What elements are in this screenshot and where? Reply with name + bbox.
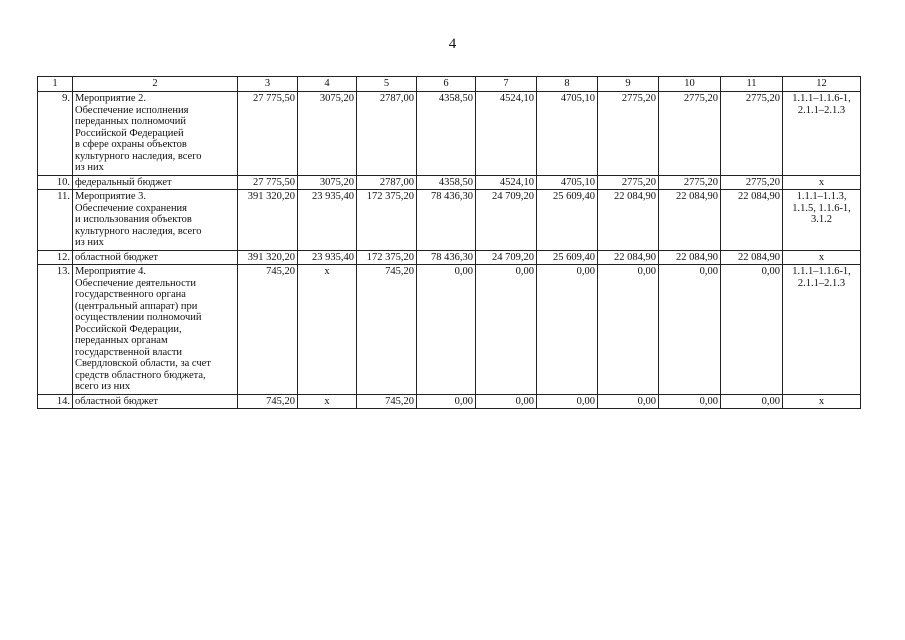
value-cell: 0,00 (721, 265, 783, 395)
value-cell: 4358,50 (417, 92, 476, 176)
row-number-cell: 10. (38, 175, 73, 190)
value-cell: 0,00 (476, 265, 537, 395)
value-cell: x (298, 265, 357, 395)
target-codes-cell (783, 190, 861, 251)
value-cell: 0,00 (721, 394, 783, 409)
description-line: Обеспечение деятельности (75, 277, 196, 289)
header-cell: 6 (417, 77, 476, 92)
value-cell: 0,00 (659, 265, 721, 395)
target-codes-cell (783, 175, 861, 190)
value-cell: 78 436,30 (417, 190, 476, 251)
description-cell (73, 92, 238, 176)
description-cell (73, 250, 238, 265)
description-line: культурного наследия, всего (75, 225, 202, 237)
value-cell: 2787,00 (357, 92, 417, 176)
target-code-line: 1.1.1–1.1.6-1, (792, 266, 851, 277)
description-line: переданных органам (75, 335, 168, 346)
description-line: областной бюджет (75, 251, 158, 263)
header-cell: 5 (357, 77, 417, 92)
description-line: Мероприятие 2. (75, 93, 147, 104)
value-cell: 2775,20 (659, 92, 721, 176)
value-cell: 745,20 (238, 265, 298, 395)
target-code-line: 3.1.2 (811, 214, 832, 225)
value-cell: 0,00 (537, 265, 598, 395)
header-cell: 10 (659, 77, 721, 92)
value-cell: 745,20 (357, 265, 417, 395)
table-row (38, 250, 861, 265)
target-codes-cell (783, 250, 861, 265)
header-cell: 1 (38, 77, 73, 92)
row-number-cell: 9. (38, 92, 73, 176)
description-cell (73, 175, 238, 190)
value-cell: 22 084,90 (659, 190, 721, 251)
header-cell: 4 (298, 77, 357, 92)
description-line: из них (75, 162, 104, 173)
value-cell: 22 084,90 (721, 190, 783, 251)
header-cell: 2 (73, 77, 238, 92)
value-cell: 22 084,90 (598, 250, 659, 265)
description-line: (центральный аппарат) при (75, 300, 198, 312)
target-code-line: 1.1.1–1.1.3, (796, 191, 847, 202)
value-cell: 172 375,20 (357, 250, 417, 265)
value-cell: 27 775,50 (238, 175, 298, 190)
value-cell: 3075,20 (298, 92, 357, 176)
header-cell: 12 (783, 77, 861, 92)
row-number-cell: 12. (38, 250, 73, 265)
row-number-cell: 14. (38, 394, 73, 409)
value-cell: 2775,20 (659, 175, 721, 190)
header-cell: 11 (721, 77, 783, 92)
value-cell: 4524,10 (476, 92, 537, 176)
description-line: областной бюджет (75, 395, 158, 407)
value-cell: 0,00 (659, 394, 721, 409)
target-code-line: 1.1.1–1.1.6-1, (792, 93, 851, 104)
value-cell: 22 084,90 (721, 250, 783, 265)
description-line: Мероприятие 4. (75, 266, 147, 277)
row-number-cell: 13. (38, 265, 73, 395)
header-cell: 3 (238, 77, 298, 92)
value-cell: 0,00 (417, 394, 476, 409)
description-line: федеральный бюджет (75, 176, 172, 188)
target-code-line: 2.1.1–2.1.3 (797, 277, 846, 289)
description-line: государственного органа (75, 289, 186, 300)
row-number-cell: 11. (38, 190, 73, 251)
header-cell: 9 (598, 77, 659, 92)
description-line: Обеспечение исполнения (75, 104, 189, 116)
description-line: государственной власти (75, 346, 183, 358)
value-cell: 2775,20 (598, 175, 659, 190)
value-cell: 745,20 (357, 394, 417, 409)
table-row (38, 265, 861, 395)
description-line: Свердловской области, за счет (75, 358, 211, 369)
target-code-line: x (818, 395, 825, 407)
value-cell: 78 436,30 (417, 250, 476, 265)
description-cell (73, 394, 238, 409)
value-cell: 4705,10 (537, 92, 598, 176)
description-line: средств областного бюджета, (75, 369, 206, 381)
value-cell: x (298, 394, 357, 409)
target-codes-cell (783, 394, 861, 409)
page-number: 4 (448, 36, 457, 52)
value-cell: 0,00 (598, 394, 659, 409)
description-line: переданных полномочий (75, 116, 187, 127)
value-cell: 2775,20 (721, 92, 783, 176)
description-line: из них (75, 237, 104, 248)
description-line: Российской Федерации, (75, 323, 182, 335)
value-cell: 172 375,20 (357, 190, 417, 251)
value-cell: 3075,20 (298, 175, 357, 190)
description-cell (73, 190, 238, 251)
value-cell: 25 609,40 (537, 250, 598, 265)
header-cell: 7 (476, 77, 537, 92)
target-code-line: 1.1.5, 1.1.6-1, (792, 202, 851, 214)
description-line: в сфере охраны объектов (75, 139, 187, 150)
value-cell: 0,00 (476, 394, 537, 409)
value-cell: 4705,10 (537, 175, 598, 190)
header-cell: 8 (537, 77, 598, 92)
table-row (38, 175, 861, 190)
value-cell: 22 084,90 (659, 250, 721, 265)
value-cell: 2775,20 (721, 175, 783, 190)
value-cell: 24 709,20 (476, 190, 537, 251)
description-line: Обеспечение сохранения (75, 202, 188, 214)
value-cell: 24 709,20 (476, 250, 537, 265)
description-line: и использования объектов (75, 214, 192, 225)
value-cell: 22 084,90 (598, 190, 659, 251)
value-cell: 0,00 (598, 265, 659, 395)
target-codes-cell (783, 92, 861, 176)
table-row (38, 92, 861, 176)
value-cell: 0,00 (537, 394, 598, 409)
value-cell: 23 935,40 (298, 250, 357, 265)
target-code-line: x (818, 251, 825, 263)
value-cell: 27 775,50 (238, 92, 298, 176)
value-cell: 745,20 (238, 394, 298, 409)
description-line: всего из них (75, 381, 131, 392)
value-cell: 4358,50 (417, 175, 476, 190)
value-cell: 23 935,40 (298, 190, 357, 251)
table-row (38, 190, 861, 251)
value-cell: 2775,20 (598, 92, 659, 176)
description-line: Мероприятие 3. (75, 191, 147, 202)
description-line: культурного наследия, всего (75, 150, 202, 162)
value-cell: 391 320,20 (238, 190, 298, 251)
description-line: осуществлении полномочий (75, 312, 202, 323)
table-header-row (38, 77, 861, 92)
description-cell (73, 265, 238, 395)
target-code-line: 2.1.1–2.1.3 (797, 104, 846, 116)
value-cell: 25 609,40 (537, 190, 598, 251)
value-cell: 4524,10 (476, 175, 537, 190)
target-codes-cell (783, 265, 861, 395)
value-cell: 391 320,20 (238, 250, 298, 265)
value-cell: 0,00 (417, 265, 476, 395)
table-row (38, 394, 861, 409)
description-line: Российской Федерацией (75, 127, 184, 139)
budget-table (37, 76, 861, 409)
target-code-line: x (818, 176, 825, 188)
value-cell: 2787,00 (357, 175, 417, 190)
